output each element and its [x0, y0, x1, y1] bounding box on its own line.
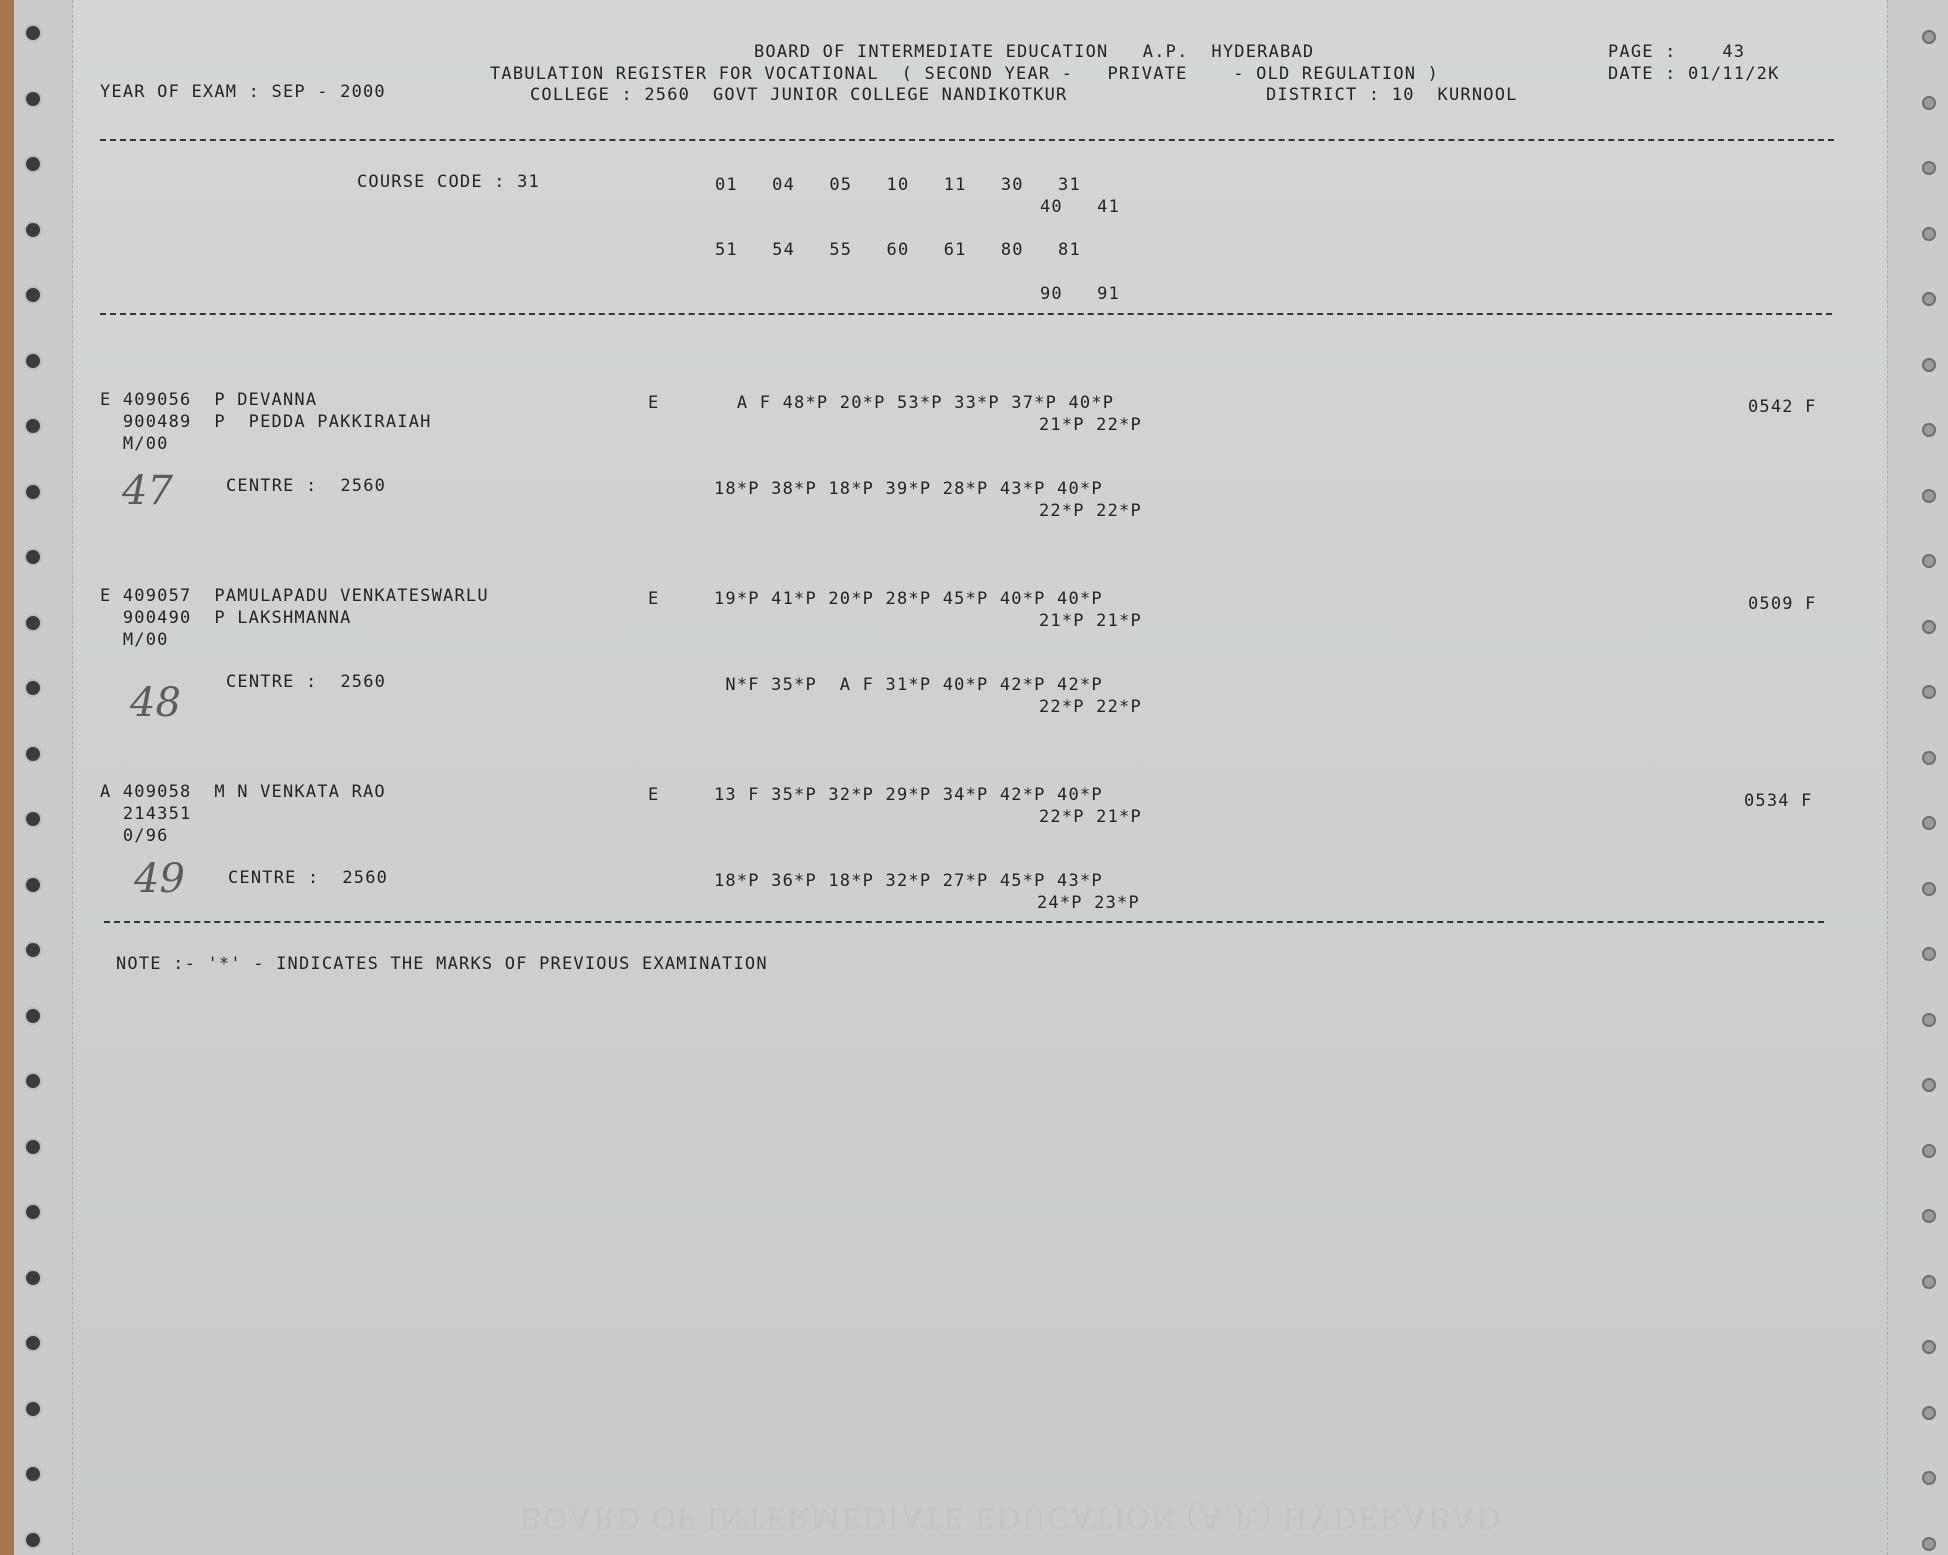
tractor-hole — [1922, 816, 1936, 830]
board-title: BOARD OF INTERMEDIATE EDUCATION A.P. HYDERABAD — [754, 42, 1315, 62]
record-total: 0509 F — [1748, 594, 1817, 614]
record-marks-current-extra: 21*P 22*P — [1039, 415, 1142, 435]
tractor-hole — [26, 92, 40, 106]
tractor-hole — [26, 223, 40, 237]
tractor-hole — [26, 288, 40, 302]
footnote: NOTE :- '*' - INDICATES THE MARKS OF PREVIOUS EXAMINATION — [116, 954, 768, 974]
tractor-hole — [1922, 227, 1936, 241]
tractor-hole — [1922, 1340, 1936, 1354]
record-category: M/00 — [100, 630, 169, 650]
subject-codes-row-2: 51 54 55 60 61 80 81 — [715, 240, 1081, 260]
tractor-hole — [1922, 1275, 1936, 1289]
register-title: TABULATION REGISTER FOR VOCATIONAL ( SECOND YEAR - PRIVATE - OLD REGULATION ) — [490, 64, 1440, 84]
print-date: DATE : 01/11/2K — [1608, 64, 1780, 84]
tractor-hole — [26, 26, 40, 40]
handwritten-serial: 48 — [130, 680, 181, 726]
tractor-hole — [26, 943, 40, 957]
year-of-exam: YEAR OF EXAM : SEP - 2000 — [100, 82, 386, 102]
tractor-hole — [26, 485, 40, 499]
tractor-hole — [26, 1467, 40, 1481]
left-tractor-strip — [14, 0, 73, 1555]
tractor-hole — [1922, 685, 1936, 699]
paper-edge — [0, 0, 14, 1555]
tractor-hole — [1922, 947, 1936, 961]
tractor-hole — [1922, 358, 1936, 372]
tractor-hole — [1922, 96, 1936, 110]
tractor-hole — [1922, 1537, 1936, 1551]
tractor-hole — [26, 1533, 40, 1547]
divider-codes — [100, 313, 1832, 315]
tractor-hole — [26, 616, 40, 630]
tractor-hole — [1922, 554, 1936, 568]
divider-top — [100, 139, 1834, 141]
tractor-hole — [1922, 161, 1936, 175]
tractor-hole — [26, 354, 40, 368]
tractor-hole — [26, 1271, 40, 1285]
handwritten-serial: 49 — [134, 856, 185, 902]
record-id-name: E 409057 PAMULAPADU VENKATESWARLU — [100, 586, 489, 606]
subject-codes-row-1: 01 04 05 10 11 30 31 — [715, 175, 1081, 195]
district-line: DISTRICT : 10 KURNOOL — [1266, 85, 1518, 105]
record-total: 0542 F — [1748, 397, 1817, 417]
record-marks-current: A F 48*P 20*P 53*P 33*P 37*P 40*P — [714, 393, 1115, 413]
record-centre: CENTRE : 2560 — [226, 672, 387, 692]
tractor-hole — [26, 1402, 40, 1416]
record-marks-previous: 18*P 36*P 18*P 32*P 27*P 45*P 43*P — [714, 871, 1103, 891]
tractor-hole — [26, 812, 40, 826]
record-marks-previous-extra: 22*P 22*P — [1039, 697, 1142, 717]
tractor-hole — [1922, 1471, 1936, 1485]
record-marks-previous: N*F 35*P A F 31*P 40*P 42*P 42*P — [714, 675, 1103, 695]
record-father-name: 900489 P PEDDA PAKKIRAIAH — [100, 412, 432, 432]
tractor-hole — [1922, 489, 1936, 503]
record-marks-previous-extra: 24*P 23*P — [1037, 893, 1140, 913]
tractor-hole — [1922, 1209, 1936, 1223]
record-marks-current: 19*P 41*P 20*P 28*P 45*P 40*P 40*P — [714, 589, 1103, 609]
tractor-hole — [26, 878, 40, 892]
tractor-hole — [26, 1140, 40, 1154]
record-category: M/00 — [100, 434, 169, 454]
tractor-hole — [26, 550, 40, 564]
subject-codes-row-1b: 40 41 — [1040, 197, 1121, 217]
tractor-hole — [1922, 292, 1936, 306]
tractor-hole — [1922, 882, 1936, 896]
tractor-hole — [26, 1074, 40, 1088]
record-father-name: 214351 — [100, 804, 192, 824]
tractor-hole — [26, 419, 40, 433]
record-marks-current: 13 F 35*P 32*P 29*P 34*P 42*P 40*P — [714, 785, 1103, 805]
tractor-hole — [26, 1336, 40, 1350]
tractor-hole — [26, 681, 40, 695]
record-category: 0/96 — [100, 826, 169, 846]
tractor-hole — [1922, 423, 1936, 437]
record-marks-previous: 18*P 38*P 18*P 39*P 28*P 43*P 40*P — [714, 479, 1103, 499]
tractor-hole — [26, 157, 40, 171]
page-number: PAGE : 43 — [1608, 42, 1746, 62]
record-id-name: A 409058 M N VENKATA RAO — [100, 782, 386, 802]
record-centre: CENTRE : 2560 — [226, 476, 387, 496]
record-medium: E — [648, 589, 660, 609]
tractor-hole — [1922, 751, 1936, 765]
tractor-hole — [26, 1009, 40, 1023]
handwritten-serial: 47 — [122, 468, 173, 514]
divider-bottom — [104, 921, 1824, 923]
record-father-name: 900490 P LAKSHMANNA — [100, 608, 352, 628]
bleed-through-text: BOARD OF INTERMEDIATE EDUCATION (A.P.) HYDERABAD — [520, 1501, 1503, 1537]
right-tractor-strip — [1887, 0, 1948, 1555]
record-marks-previous-extra: 22*P 22*P — [1039, 501, 1142, 521]
course-code: COURSE CODE : 31 — [357, 172, 540, 192]
record-marks-current-extra: 21*P 21*P — [1039, 611, 1142, 631]
tractor-hole — [1922, 1406, 1936, 1420]
record-id-name: E 409056 P DEVANNA — [100, 390, 318, 410]
record-marks-current-extra: 22*P 21*P — [1039, 807, 1142, 827]
tractor-hole — [26, 747, 40, 761]
tractor-hole — [26, 1205, 40, 1219]
tractor-hole — [1922, 620, 1936, 634]
tractor-hole — [1922, 1078, 1936, 1092]
record-medium: E — [648, 785, 660, 805]
tractor-hole — [1922, 1144, 1936, 1158]
college-line: COLLEGE : 2560 GOVT JUNIOR COLLEGE NANDIKOTKUR — [530, 85, 1068, 105]
subject-codes-row-3: 90 91 — [1040, 284, 1121, 304]
tractor-hole — [1922, 1013, 1936, 1027]
tractor-hole — [1922, 30, 1936, 44]
record-total: 0534 F — [1744, 791, 1813, 811]
record-medium: E — [648, 393, 660, 413]
record-centre: CENTRE : 2560 — [228, 868, 389, 888]
